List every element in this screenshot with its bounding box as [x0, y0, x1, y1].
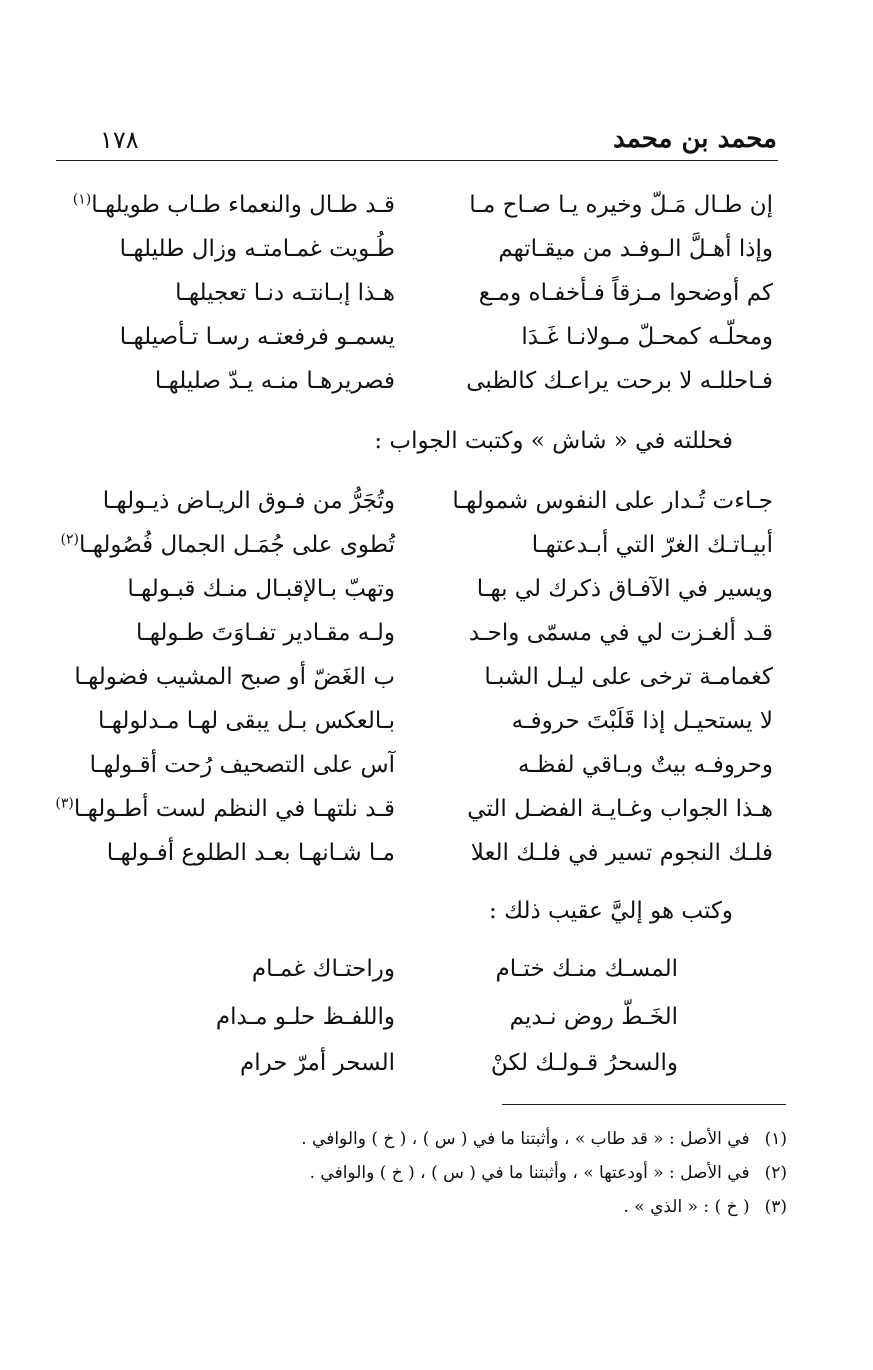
hemistich-right: هـذا الجواب وغـايـة الفضـل التي — [467, 796, 773, 822]
hemistich-left: يسمـو فرفعتـه رسـا تـأصيلهـا — [119, 324, 395, 350]
footnote-text: في الأصل : « قد طاب » ، وأثبتنا ما في ( س ) ، ( خ ) والوافي . — [301, 1129, 750, 1149]
hemistich-right: كم أوضحوا مـزقاً فـأخفـاه ومـع — [478, 280, 773, 306]
hemistich-right: لا يستحيـل إذا قَلَبْتَ حروفـه — [511, 708, 773, 734]
footnote — [227, 1158, 787, 1188]
hemistich-left: هـذا إبـانتـه دنـا تعجيلهـا — [175, 280, 395, 306]
hemistich-left: طُـويت غمـامتـه وزال طليلهـا — [119, 236, 395, 262]
hemistich-right: الخَـطّ روض نـديم — [509, 1004, 678, 1030]
footnote-number: (١) — [764, 1129, 787, 1149]
hemistich-right: إن طـال مَـلّ وخيره يـا صـاح مـا — [469, 192, 773, 218]
footnote-marker: (٣) — [55, 795, 74, 812]
hemistich-left: بـالعكس بـل يبقى لهـا مـدلولهـا — [98, 708, 395, 734]
hemistich-right: جـاءت تُـدار على النفوس شمولهـا — [452, 488, 773, 514]
footnote-text: ( خ ) : « الذي » . — [623, 1197, 750, 1217]
footnote-rule — [502, 1104, 786, 1105]
footnote-marker: (١) — [72, 191, 92, 208]
hemistich-left: تُطوى على جُمَـل الجمال فُصُولهـا$^{(٢)}$ — [60, 531, 395, 558]
hemistich-right: كغمامـة ترخى على ليـل الشبـا — [484, 664, 773, 690]
hemistich-left: ولـه مقـادير تفـاوَتَ طـولهـا — [136, 620, 395, 646]
hemistich-right: المسـك منـك ختـام — [495, 956, 678, 982]
footnote — [227, 1124, 787, 1154]
footnote-number: (٢) — [764, 1163, 787, 1183]
hemistich-left: قـد نلتهـا في النظم لست أطـولهـا$^{(٣)}$ — [55, 795, 395, 822]
running-header — [56, 118, 777, 160]
header-rule — [56, 160, 778, 161]
footnote-text: في الأصل : « أودعتها » ، وأثبتنا ما في ( س ) ، ( خ ) والوافي . — [309, 1163, 750, 1183]
hemistich-right: قـد ألغـزت لي في مسمّى واحـد — [468, 620, 773, 646]
hemistich-right: فلـك النجوم تسير في فلـك العلا — [470, 840, 773, 866]
hemistich-right: وإذا أهـلَّ الـوفـد من ميقـاتهم — [498, 236, 773, 262]
footnote — [227, 1192, 787, 1222]
hemistich-right: وحروفـه بيتٌ وبـاقي لفظـه — [517, 752, 773, 778]
prose-line: وكتب هو إليَّ عقيب ذلك : — [489, 898, 733, 924]
footnote-number: (٣) — [764, 1197, 787, 1217]
hemistich-left: مـا شـانهـا بعـد الطلوع أفـولهـا — [106, 840, 395, 866]
hemistich-left: السحر أمرّ حرام — [239, 1050, 395, 1076]
page-number: ١٧٨ — [100, 126, 139, 154]
hemistich-right: والسحرُ قـولـك لكنْ — [490, 1050, 678, 1076]
hemistich-left: فصريرهـا منـه يـدّ صليلهـا — [154, 368, 395, 394]
hemistich-left: وتُجَرُّ من فـوق الريـاض ذيـولهـا — [102, 488, 395, 514]
hemistich-left: ب الغَضّ أو صبح المشيب فضولهـا — [74, 664, 395, 690]
hemistich-left: وراحتـاك غمـام — [251, 956, 395, 982]
hemistich-right: ومحلّـه كمحـلّ مـولانـا غَـدَا — [521, 324, 773, 350]
hemistich-right: ويسير في الآفـاق ذكرك لي بهـا — [476, 576, 773, 602]
hemistich-left: وتهبّ بـالإقبـال منـك قبـولهـا — [127, 576, 395, 602]
hemistich-left: واللفـظ حلـو مـدام — [215, 1004, 395, 1030]
hemistich-left: قـد طـال والنعماء طـاب طويلهـا$^{(١)}$ — [72, 191, 395, 218]
hemistich-left: آس على التصحيف رُحت أقـولهـا — [89, 752, 395, 778]
footnote-marker: (٢) — [60, 531, 79, 548]
running-title: محمد بن محمد — [613, 124, 777, 154]
prose-line: فحللته في « شاش » وكتبت الجواب : — [374, 428, 733, 454]
hemistich-right: أبيـاتـك الغرّ التي أبـدعتهـا — [531, 532, 773, 558]
hemistich-right: فـاحللـه لا برحت يراعـك كالظبى — [466, 368, 773, 394]
